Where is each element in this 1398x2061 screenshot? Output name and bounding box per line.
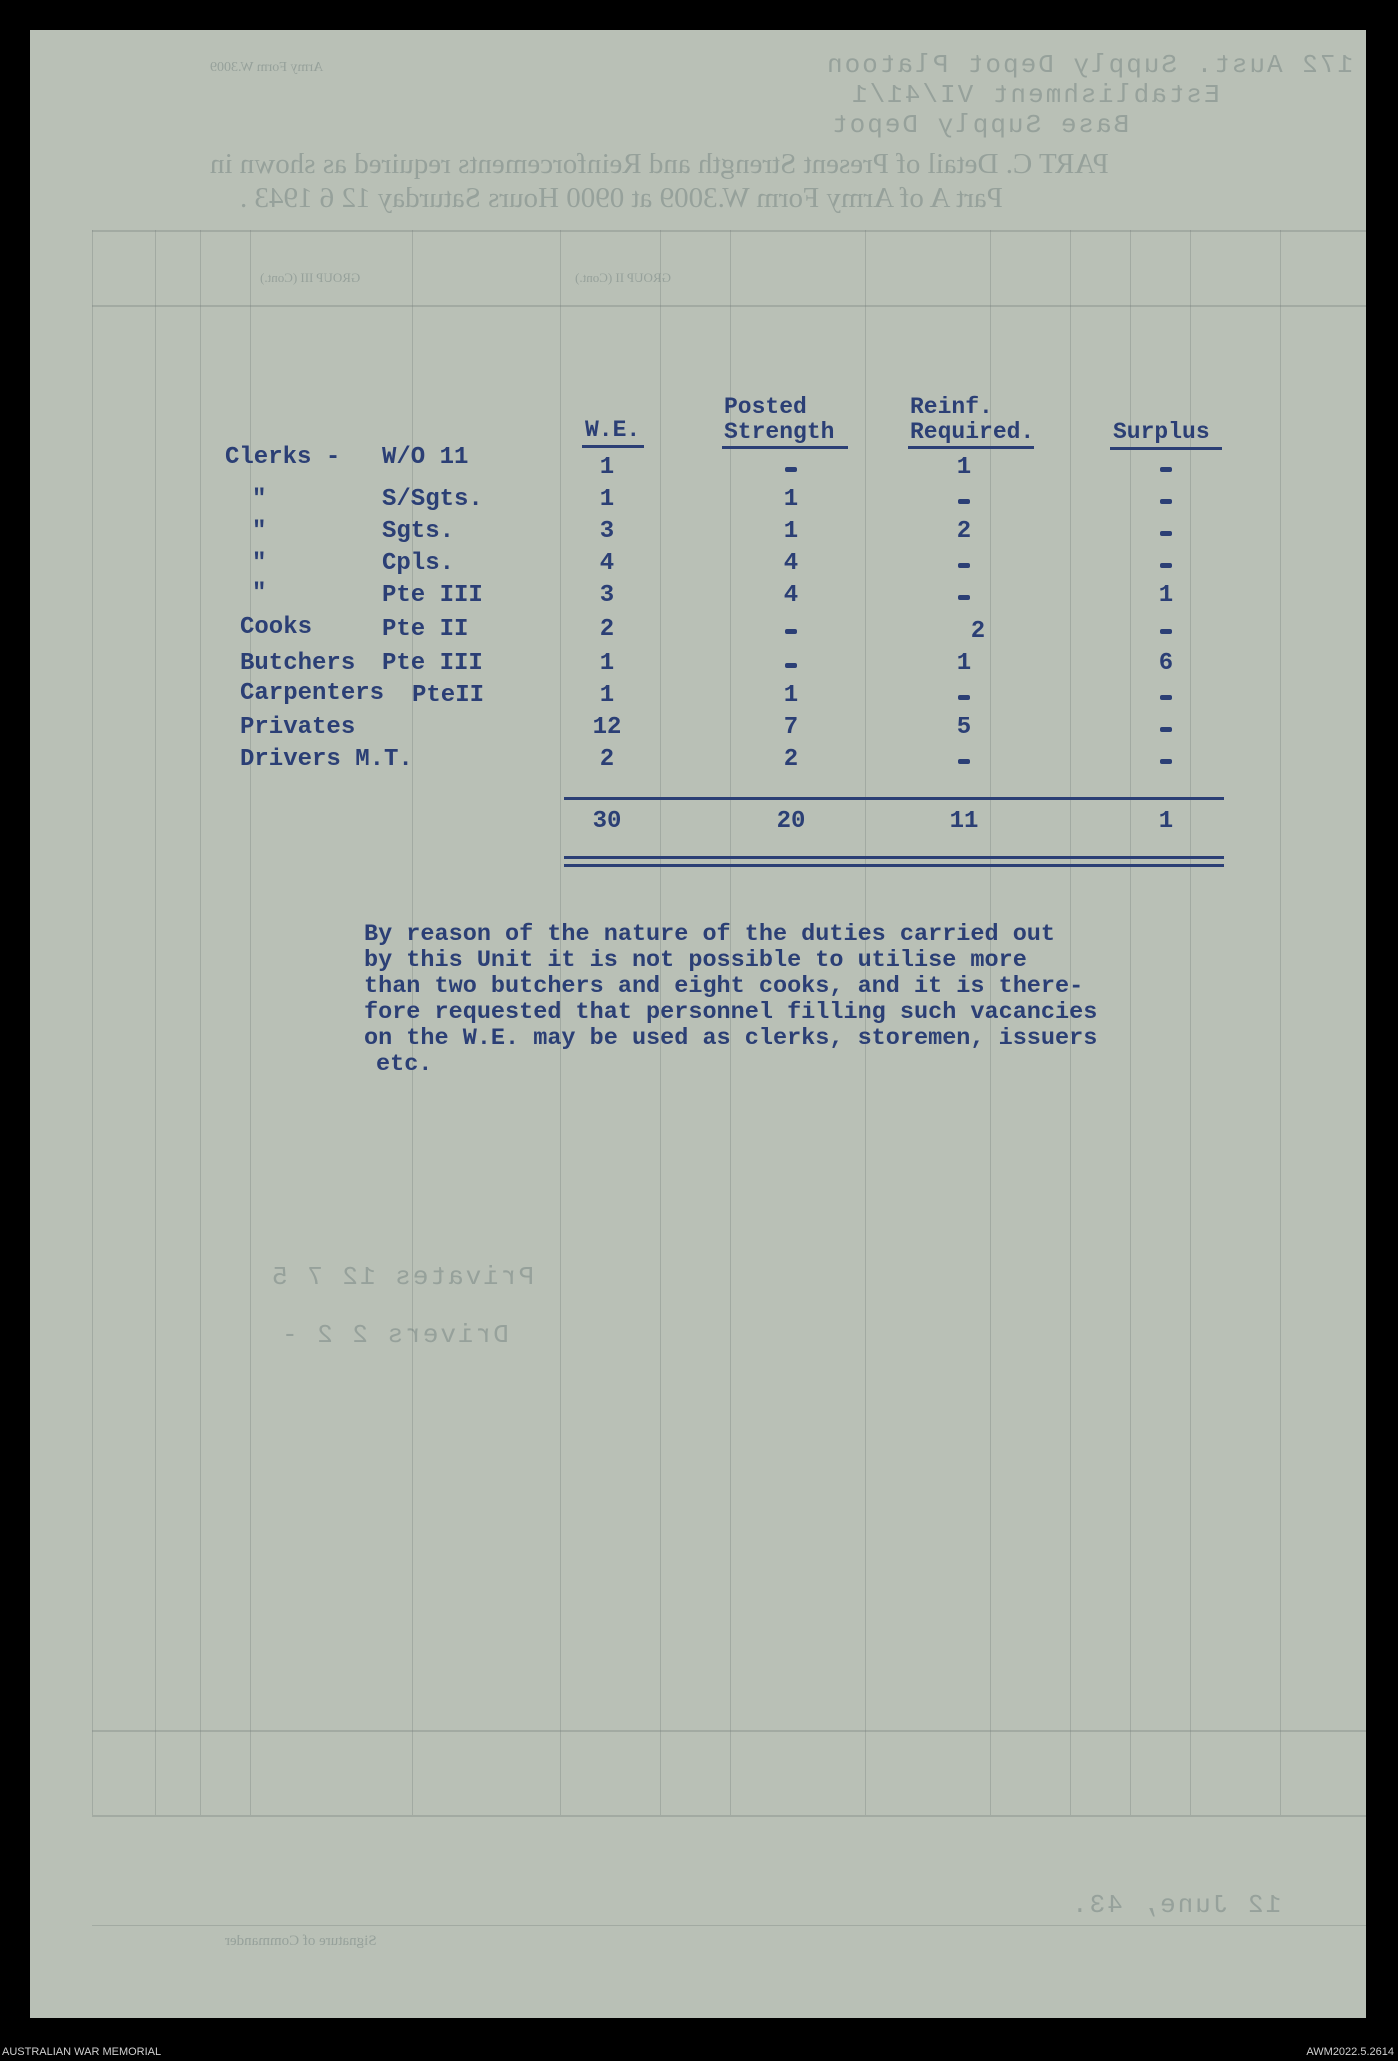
ghost-drivers: Drivers 2 2 - bbox=[280, 1320, 509, 1350]
row-surplus-dash bbox=[1160, 531, 1172, 536]
row-we: 1 bbox=[599, 682, 615, 709]
document-page bbox=[30, 30, 1366, 2018]
row-we: 1 bbox=[599, 454, 615, 481]
header-surplus-underline bbox=[1110, 447, 1222, 450]
row-surplus-dash bbox=[1160, 727, 1172, 732]
note-line: fore requested that personnel filling such vacancies bbox=[364, 999, 1098, 1026]
ghost-part-title: Part A of Army Form W.3009 at 0900 Hours Saturday 12 6 1943 . bbox=[240, 182, 1003, 214]
row-posted: 1 bbox=[783, 486, 799, 513]
row-posted: 2 bbox=[783, 746, 799, 773]
row-we: 2 bbox=[599, 616, 615, 643]
header-we: W.E. bbox=[585, 417, 641, 443]
header-posted-2: Strength bbox=[724, 419, 835, 445]
ghost-rule bbox=[92, 230, 93, 1815]
row-reinf-dash bbox=[958, 499, 970, 504]
row-we: 2 bbox=[599, 746, 615, 773]
ghost-group-label: GROUP III (Cont.) bbox=[260, 270, 361, 285]
row-rank: Sgts. bbox=[382, 518, 455, 545]
ghost-rule bbox=[200, 230, 201, 1815]
row-we: 12 bbox=[592, 714, 622, 741]
row-rank: S/Sgts. bbox=[382, 486, 483, 513]
ghost-rule bbox=[155, 230, 156, 1815]
row-posted: 7 bbox=[783, 714, 799, 741]
ghost-heading: Base Supply Depot bbox=[830, 110, 1130, 140]
row-posted: 1 bbox=[783, 682, 799, 709]
row-surplus-dash bbox=[1160, 695, 1172, 700]
note-line: By reason of the nature of the duties carried out bbox=[364, 921, 1056, 948]
row-category: " bbox=[252, 486, 267, 513]
ghost-signature-label: Signature of Commander bbox=[225, 1933, 377, 1949]
header-reinf-2: Required. bbox=[910, 419, 1035, 445]
row-surplus: 6 bbox=[1158, 650, 1174, 677]
row-rank: PteII bbox=[412, 682, 485, 709]
row-category: " bbox=[252, 518, 267, 545]
row-rank: Pte III bbox=[382, 582, 483, 609]
row-surplus: 1 bbox=[1158, 582, 1174, 609]
row-posted: 4 bbox=[783, 550, 799, 577]
ghost-heading: 172 Aust. Supply Depot Platoon bbox=[825, 50, 1354, 80]
totals-double-rule bbox=[564, 856, 1224, 859]
note-line: by this Unit it is not possible to utilise more bbox=[364, 947, 1027, 974]
ghost-rule bbox=[92, 1815, 1366, 1817]
header-reinf-underline bbox=[908, 446, 1034, 449]
note-line: on the W.E. may be used as clerks, storemen, issuers bbox=[364, 1025, 1098, 1052]
ghost-date: 12 June, 43. bbox=[1070, 1890, 1282, 1920]
row-category: " bbox=[252, 580, 267, 607]
row-surplus-dash bbox=[1160, 563, 1172, 568]
ghost-part-title: PART C. Detail of Present Strength and Reinforcements required as shown in bbox=[210, 148, 1109, 180]
note-paragraph bbox=[364, 922, 1224, 1078]
row-posted: 4 bbox=[783, 582, 799, 609]
row-reinf: 1 bbox=[956, 650, 972, 677]
row-posted-dash bbox=[785, 467, 797, 472]
ghost-rule bbox=[92, 1730, 1366, 1732]
row-surplus-dash bbox=[1160, 629, 1172, 634]
row-posted-dash bbox=[785, 629, 797, 634]
ghost-privates: Privates 12 7 5 bbox=[270, 1262, 535, 1292]
row-surplus-dash bbox=[1160, 759, 1172, 764]
note-line: than two butchers and eight cooks, and it is there- bbox=[364, 973, 1084, 1000]
header-posted-1: Posted bbox=[724, 394, 807, 420]
row-we: 3 bbox=[599, 582, 615, 609]
row-reinf-dash bbox=[958, 563, 970, 568]
row-category: Privates bbox=[240, 714, 356, 741]
totals-double-rule bbox=[564, 864, 1224, 867]
row-category: Cooks bbox=[240, 614, 313, 641]
archive-credit: AUSTRALIAN WAR MEMORIAL bbox=[2, 2046, 162, 2058]
row-surplus-dash bbox=[1160, 499, 1172, 504]
row-category: Clerks - bbox=[225, 444, 341, 471]
row-rank: Cpls. bbox=[382, 550, 455, 577]
total-surplus: 1 bbox=[1158, 808, 1174, 835]
row-reinf-dash bbox=[958, 695, 970, 700]
header-reinf-1: Reinf. bbox=[910, 394, 993, 420]
row-category: Butchers bbox=[240, 650, 356, 677]
totals-rule bbox=[564, 797, 1224, 800]
row-surplus-dash bbox=[1160, 467, 1172, 472]
header-posted-underline bbox=[722, 446, 848, 449]
total-posted: 20 bbox=[776, 808, 806, 835]
ghost-form-id: Army Form W.3009 bbox=[210, 60, 324, 75]
row-rank: Pte III bbox=[382, 650, 483, 677]
ghost-group-label: GROUP II (Cont.) bbox=[575, 270, 671, 285]
header-surplus: Surplus bbox=[1113, 419, 1210, 445]
row-we: 1 bbox=[599, 650, 615, 677]
row-we: 4 bbox=[599, 550, 615, 577]
row-posted-dash bbox=[785, 663, 797, 668]
row-reinf: 2 bbox=[970, 618, 986, 645]
row-we: 1 bbox=[599, 486, 615, 513]
row-category: " bbox=[252, 550, 267, 577]
row-reinf: 2 bbox=[956, 518, 972, 545]
ghost-rule bbox=[92, 305, 1366, 307]
row-reinf: 5 bbox=[956, 714, 972, 741]
row-reinf-dash bbox=[958, 759, 970, 764]
row-reinf: 1 bbox=[956, 454, 972, 481]
ghost-rule bbox=[1280, 230, 1281, 1815]
note-line: etc. bbox=[376, 1051, 433, 1078]
row-rank: Pte II bbox=[382, 616, 469, 643]
row-reinf-dash bbox=[958, 595, 970, 600]
ghost-rule bbox=[92, 230, 1366, 232]
row-category: Drivers M.T. bbox=[240, 746, 413, 773]
total-reinf: 11 bbox=[949, 808, 979, 835]
ghost-heading: Establishment VI/41/1 bbox=[850, 80, 1220, 110]
header-we-underline bbox=[582, 445, 644, 448]
ghost-rule bbox=[92, 1925, 1366, 1926]
row-rank: W/O 11 bbox=[382, 444, 469, 471]
row-we: 3 bbox=[599, 518, 615, 545]
archive-reference: AWM2022.5.2614 bbox=[1306, 2046, 1394, 2058]
row-posted: 1 bbox=[783, 518, 799, 545]
row-category: Carpenters bbox=[240, 680, 385, 707]
total-we: 30 bbox=[592, 808, 622, 835]
